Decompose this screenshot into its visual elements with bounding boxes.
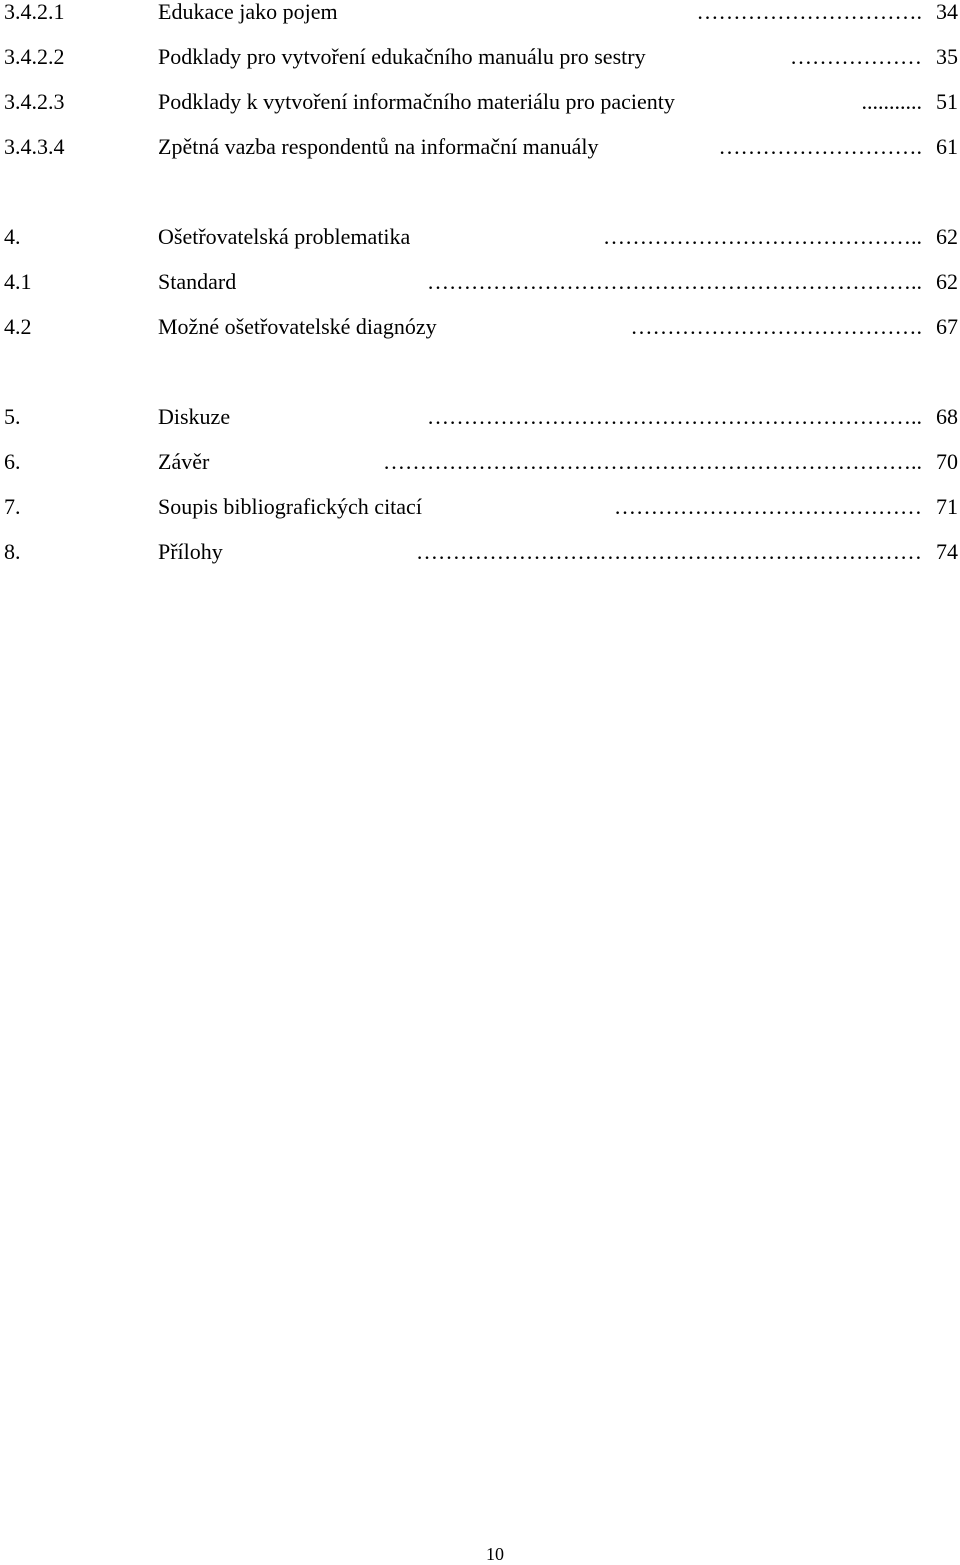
toc-entry-number: 6. <box>4 449 21 474</box>
toc-entry-title: Diskuze <box>158 404 231 429</box>
toc-entry-leader: …………………………………. <box>630 314 922 339</box>
toc-entry-title-group <box>158 492 926 522</box>
toc-entry-page: 71 <box>936 494 958 519</box>
toc-entry[interactable] <box>0 492 960 522</box>
toc-entry-leader: ……………………………………………………………….. <box>383 449 922 474</box>
toc-entry-title-group <box>158 537 926 567</box>
toc-entry[interactable] <box>0 42 960 72</box>
toc-entry-leader: ………………………. <box>718 134 922 159</box>
toc-entry-page: 35 <box>936 44 958 69</box>
toc-entry-number: 3.4.2.2 <box>4 44 65 69</box>
toc-entry[interactable] <box>0 267 960 297</box>
toc-entry-page: 51 <box>936 89 958 114</box>
toc-entry-title: Ošetřovatelská problematika <box>158 224 411 249</box>
toc-entry-number: 3.4.3.4 <box>4 134 65 159</box>
toc-entry-number: 4.2 <box>4 314 32 339</box>
toc-entry-leader: …………………………. <box>696 0 922 24</box>
toc-entry-number: 7. <box>4 494 21 519</box>
toc-entry-title-group <box>158 132 926 162</box>
toc-entry-leader: ……………… <box>790 44 922 69</box>
toc-entry-title: Edukace jako pojem <box>158 0 338 24</box>
toc-entry-title: Podklady k vytvoření informačního materiálu pro pacienty <box>158 89 675 114</box>
toc-entry-title: Přílohy <box>158 539 223 564</box>
toc-entry-leader: …………………………………………………………… <box>416 539 922 564</box>
toc-entry-number: 4. <box>4 224 21 249</box>
toc-entry[interactable] <box>0 447 960 477</box>
toc-entry-leader: ………………………………………………………….. <box>427 269 922 294</box>
toc-entry-title: Soupis bibliografických citací <box>158 494 422 519</box>
toc-entry-number: 3.4.2.1 <box>4 0 65 24</box>
toc-entry-number: 3.4.2.3 <box>4 89 65 114</box>
toc-entry[interactable] <box>0 537 960 567</box>
toc-entry-title: Možné ošetřovatelské diagnózy <box>158 314 437 339</box>
toc-entry[interactable] <box>0 87 960 117</box>
toc-entry-number: 5. <box>4 404 21 429</box>
toc-entry[interactable] <box>0 402 960 432</box>
toc-entry[interactable] <box>0 0 960 27</box>
toc-entry-title: Standard <box>158 269 237 294</box>
toc-entry-page: 61 <box>936 134 958 159</box>
toc-entry-page: 70 <box>936 449 958 474</box>
page-number: 10 <box>486 1544 504 1564</box>
toc-entry-page: 62 <box>936 269 958 294</box>
toc-entry-leader: ........... <box>861 89 922 114</box>
toc-entry-title: Podklady pro vytvoření edukačního manuálu pro sestry <box>158 44 646 69</box>
toc-entry-title-group <box>158 42 926 72</box>
toc-entry-title-group <box>158 267 926 297</box>
toc-entry-page: 67 <box>936 314 958 339</box>
toc-entry-title-group <box>158 312 926 342</box>
toc-entry-leader: ………………………………………………………….. <box>427 404 922 429</box>
toc-entry-number: 8. <box>4 539 21 564</box>
toc-entry-title-group <box>158 402 926 432</box>
toc-entry-title-group <box>158 87 926 117</box>
toc-entry-page: 68 <box>936 404 958 429</box>
toc-entry-title: Zpětná vazba respondentů na informační manuály <box>158 134 599 159</box>
toc-entry[interactable] <box>0 132 960 162</box>
toc-entry-page: 34 <box>936 0 958 24</box>
toc-entry-title-group <box>158 0 926 27</box>
toc-entry-page: 74 <box>936 539 958 564</box>
toc-entry[interactable] <box>0 312 960 342</box>
toc-entry-page: 62 <box>936 224 958 249</box>
toc-entry-title-group <box>158 447 926 477</box>
toc-entry-title: Závěr <box>158 449 210 474</box>
toc-entry-title-group <box>158 222 926 252</box>
toc-entry[interactable] <box>0 222 960 252</box>
toc-entry-leader: …………………………………….. <box>603 224 922 249</box>
toc-entry-leader: …………………………………… <box>614 494 922 519</box>
toc-entry-number: 4.1 <box>4 269 32 294</box>
